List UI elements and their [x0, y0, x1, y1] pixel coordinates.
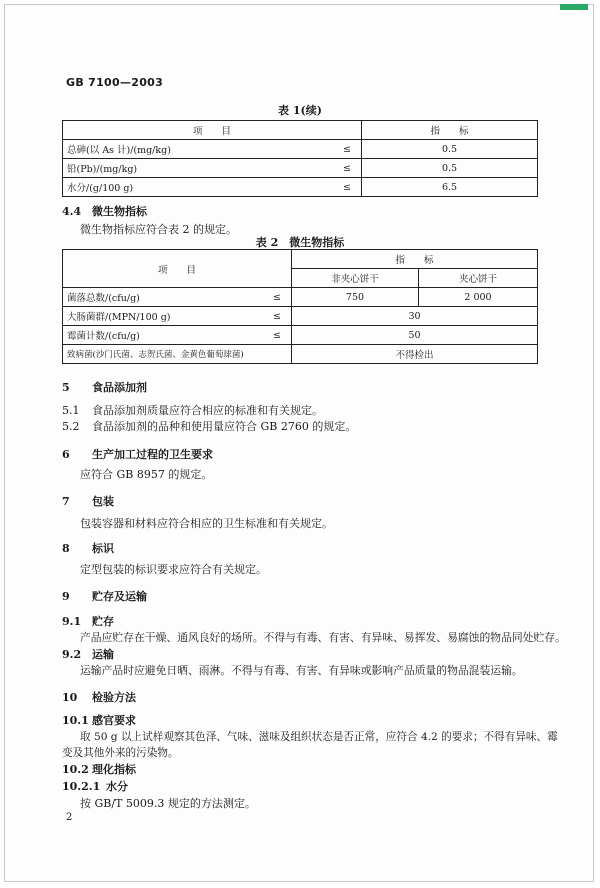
row-item: 致病菌(沙门氏菌、志贺氏菌、金黄色葡萄球菌) [63, 345, 292, 364]
section-10-1-text-line1: 取 50 g 以上试样观察其色泽、气味、滋味及组织状态是否正常，应符合 4.2 的要求；不得有异味、霉 [80, 731, 558, 743]
section-6-text: 应符合 GB 8957 的规定。 [80, 468, 213, 481]
table1-caption: 表 1(续) [278, 104, 322, 117]
section-10-heading: 10 检验方法 [62, 691, 136, 704]
header-item: 项 目 [63, 121, 362, 140]
row-value-2: 2 000 [419, 288, 538, 307]
section-7-heading: 7 包装 [62, 495, 114, 508]
row-value: 0.5 [362, 159, 538, 178]
table2 [62, 249, 538, 364]
section-10-2-1-text: 按 GB/T 5009.3 规定的方法测定。 [80, 797, 256, 810]
section-9-heading: 9 贮存及运输 [62, 590, 147, 603]
row-op: ≤ [316, 159, 361, 178]
row-value: 50 [292, 326, 538, 345]
table-row [63, 307, 538, 326]
table1 [62, 120, 538, 197]
row-op: ≤ [251, 288, 292, 307]
row-op: ≤ [316, 178, 361, 197]
table-header-row [63, 121, 538, 140]
header-col2: 夹心饼干 [419, 269, 538, 288]
table-row [63, 140, 538, 159]
row-op: ≤ [316, 140, 361, 159]
table-row [63, 178, 538, 197]
section-10-1-heading: 10.1 感官要求 [62, 714, 136, 727]
row-item: 霉菌计数/(cfu/g) [63, 326, 252, 345]
table-row [63, 288, 538, 307]
section-8-text: 定型包装的标识要求应符合有关规定。 [80, 563, 267, 576]
section-10-2-1-heading: 10.2.1 水分 [62, 780, 128, 793]
row-op: ≤ [251, 307, 292, 326]
section-5-2: 5.2 食品添加剂的品种和使用量应符合 GB 2760 的规定。 [62, 420, 357, 433]
row-op: ≤ [251, 326, 292, 345]
section-10-1-text-line2: 变及其他外来的污染物。 [62, 747, 179, 759]
row-value: 30 [292, 307, 538, 326]
row-item: 总砷(以 As 计)/(mg/kg) [63, 140, 317, 159]
page-number: 2 [66, 812, 73, 823]
row-item: 菌落总数/(cfu/g) [63, 288, 252, 307]
section-4-4-heading: 4.4 微生物指标 [62, 205, 147, 218]
table-row [63, 326, 538, 345]
section-7-text: 包装容器和材料应符合相应的卫生标准和有关规定。 [80, 517, 333, 530]
section-4-4-text: 微生物指标应符合表 2 的规定。 [80, 223, 237, 236]
section-10-2-heading: 10.2 理化指标 [62, 763, 136, 776]
header-item: 项 目 [63, 250, 292, 288]
table-row [63, 159, 538, 178]
section-9-2-heading: 9.2 运输 [62, 648, 114, 661]
row-item: 水分/(g/100 g) [63, 178, 317, 197]
row-value-1: 750 [292, 288, 419, 307]
section-9-1-heading: 9.1 贮存 [62, 615, 114, 628]
section-5-heading: 5 食品添加剂 [62, 381, 147, 394]
section-5-1: 5.1 食品添加剂质量应符合相应的标准和有关规定。 [62, 404, 323, 417]
corner-mark [560, 4, 588, 10]
row-value: 不得检出 [292, 345, 538, 364]
row-value: 6.5 [362, 178, 538, 197]
section-9-2-text: 运输产品时应避免日晒、雨淋。不得与有毒、有害、有异味或影响产品质量的物品混装运输。 [80, 664, 523, 677]
header-col1: 非夹心饼干 [292, 269, 419, 288]
section-9-1-text: 产品应贮存在干燥、通风良好的场所。不得与有毒、有害、有异味、易挥发、易腐蚀的物品同处贮存。 [80, 631, 566, 644]
standard-number: GB 7100—2003 [66, 76, 164, 89]
table-header-row [63, 250, 538, 269]
header-value: 指 标 [292, 250, 538, 269]
row-item: 大肠菌群/(MPN/100 g) [63, 307, 252, 326]
section-6-heading: 6 生产加工过程的卫生要求 [62, 448, 213, 461]
section-8-heading: 8 标识 [62, 542, 114, 555]
header-value: 指 标 [362, 121, 538, 140]
row-item: 铅(Pb)/(mg/kg) [63, 159, 317, 178]
row-value: 0.5 [362, 140, 538, 159]
table-row [63, 345, 538, 364]
table2-caption: 表 2 微生物指标 [255, 236, 345, 249]
